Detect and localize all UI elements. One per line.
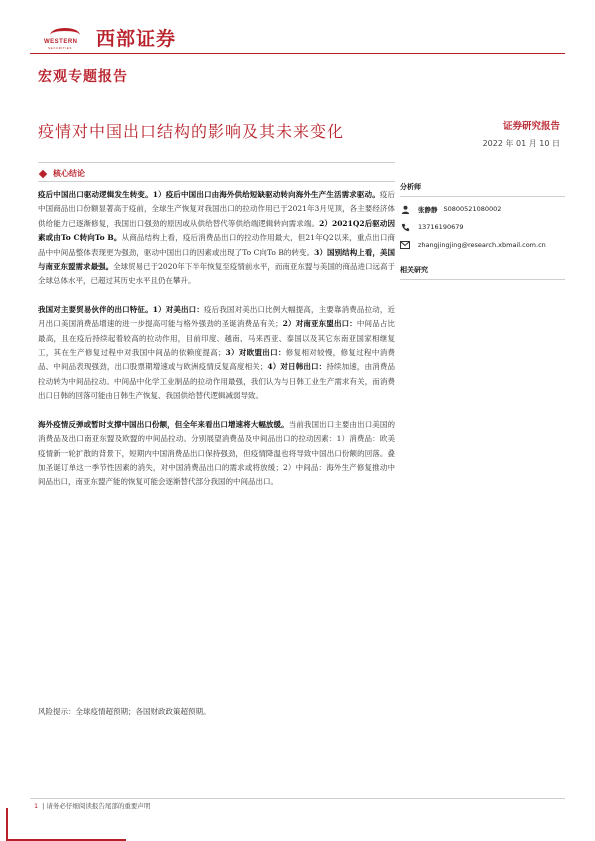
analyst-row <box>400 203 565 215</box>
analyst-sidebar <box>400 182 565 280</box>
corner-decoration-vertical <box>6 808 8 841</box>
logo-emblem-icon <box>44 26 86 50</box>
p1-bold-lead: 疫后中国出口驱动逻辑发生转变。1）疫后中国出口由海外供给短缺驱动转向海外生产生活需求驱动。 <box>38 190 380 199</box>
footer-separator: | <box>42 802 47 810</box>
related-research-heading: 相关研究 <box>400 265 565 280</box>
paragraph-3 <box>38 418 395 490</box>
report-body <box>38 188 395 504</box>
analyst-cert: S0800521080002 <box>443 205 502 213</box>
paragraph-2 <box>38 303 395 404</box>
logo-en-text: WESTERN <box>44 38 78 45</box>
logo-en-sub-text: SECURITIES <box>48 45 73 50</box>
p2-text-4: 持续加速，由消费品拉动转为中间品拉动。中间品中化学工业制品的拉动作用最强，我们认为与日韩工业生产需求有关，而消费出口日韩的回落可能由日韩生产恢复、我国供给替代逻辑减弱导致。 <box>38 362 396 401</box>
analyst-heading: 分析师 <box>400 182 565 197</box>
person-icon <box>400 204 410 214</box>
p1-bold-3: 3）国别结构上看，美国与南亚东盟需求最强。 <box>38 247 396 272</box>
diamond-icon <box>39 169 47 177</box>
p2-bold-1: 1）对美出口： <box>152 304 204 314</box>
p2-bold-2: 2）对南亚东盟出口： <box>282 319 357 329</box>
p3-text: 当前我国出口主要由出口美国的消费品及出口南亚东盟及欧盟的中间品拉动。分别展望消费品及中间品出口的拉动因素：1）消费品：欧美疫情新一轮扩散的背景下，短期内中国消费品出口保持强劲，但疫情降温也将导致中国出口份额的回落。叠加圣诞订单这一季节性因素的消失，对中国消费品出口的需求或将放缓；2）中间品：海外生产修复推动中间品出口，南亚东盟产能的恢复可能会逐渐替代部分我国的中间品出口。 <box>38 419 396 487</box>
brand-logo <box>44 24 176 51</box>
paragraph-1 <box>38 188 395 289</box>
risk-warning: 风险提示：全球疫情超预期；各国财政政策超预期。 <box>38 707 211 716</box>
footer-disclaimer: 请务必仔细阅读报告尾部的重要声明 <box>46 802 151 810</box>
analyst-phone: 13716190679 <box>418 223 464 231</box>
phone-icon <box>400 222 410 232</box>
phone-row <box>400 221 565 233</box>
p3-bold-lead: 海外疫情反弹或暂时支撑中国出口份额，但全年来看出口增速将大幅放缓。 <box>38 419 289 429</box>
report-date: 2022 年 01 月 10 日 <box>482 139 560 148</box>
page-number: 1 <box>34 802 39 810</box>
p1-text-3: 全球贸易已于2020年下半年恢复至疫情前水平，而南亚东盟与美国的商品进口远高于全球总体水平，已超过其历史水平且仍在攀升。 <box>38 262 395 286</box>
core-conclusion-label: 核心结论 <box>53 169 85 178</box>
p2-bold-lead: 我国对主要贸易伙伴的出口特征。 <box>38 304 153 314</box>
research-label: 证券研究报告 <box>502 121 560 132</box>
title-divider <box>38 162 395 163</box>
page-title: 疫情对中国出口结构的影响及其未来变化 <box>38 122 345 141</box>
header-divider <box>30 53 565 54</box>
core-divider <box>38 181 395 182</box>
footer-divider <box>30 798 565 799</box>
p2-text-2: 中间品占比最高，且在疫后持续起着较高的拉动作用，目前印度、越南、马来西亚、泰国以及其它东南亚国家相继复工，其在生产修复过程中对我国中间品的依赖度提高； <box>38 319 396 358</box>
p2-text-1: 疫后我国对美出口比例大幅提高，主要靠消费品拉动，近月出口美国消费品增速的进一步提高可能与格外强劲的圣诞消费品有关； <box>38 304 396 329</box>
logo-cn-text: 西部证券 <box>96 28 177 50</box>
p2-bold-4: 4）对日韩出口： <box>267 362 327 372</box>
email-icon <box>400 240 410 250</box>
analyst-name: 张静静 <box>418 205 438 214</box>
p2-text-3: 修复相对较慢，修复过程中消费品、中间品表现强劲，出口股票期增速或与欧洲疫情反复高度相关； <box>38 348 396 372</box>
p1-text-1: 疫后中国商品出口份额显著高于疫前，全球生产恢复对我国出口的拉动作用已于2021年3月见顶，各主要经济体供给能力已逐渐修复，我国出口强劲的原因或从供给替代等供给端逻辑转向需求端。 <box>38 190 396 228</box>
email-row <box>400 239 565 251</box>
report-type: 宏观专题报告 <box>38 69 128 85</box>
p1-text-2: 从商品结构上看，疫后消费品出口的拉动作用最大，但21年Q2以来，重点出口商品中中间品整体表现更为强劲，驱动中国出口的因素或出现了To C向To B的转变。 <box>38 233 395 257</box>
p1-bold-2: 2）2021Q2后驱动因素或由To C转向To B。 <box>38 218 395 243</box>
analyst-email[interactable]: zhangjingjing@research.xbmail.com.cn <box>418 241 546 249</box>
p2-bold-3: 3）对欧盟出口： <box>225 348 286 358</box>
footer <box>34 801 150 810</box>
core-conclusion-heading <box>38 168 85 179</box>
